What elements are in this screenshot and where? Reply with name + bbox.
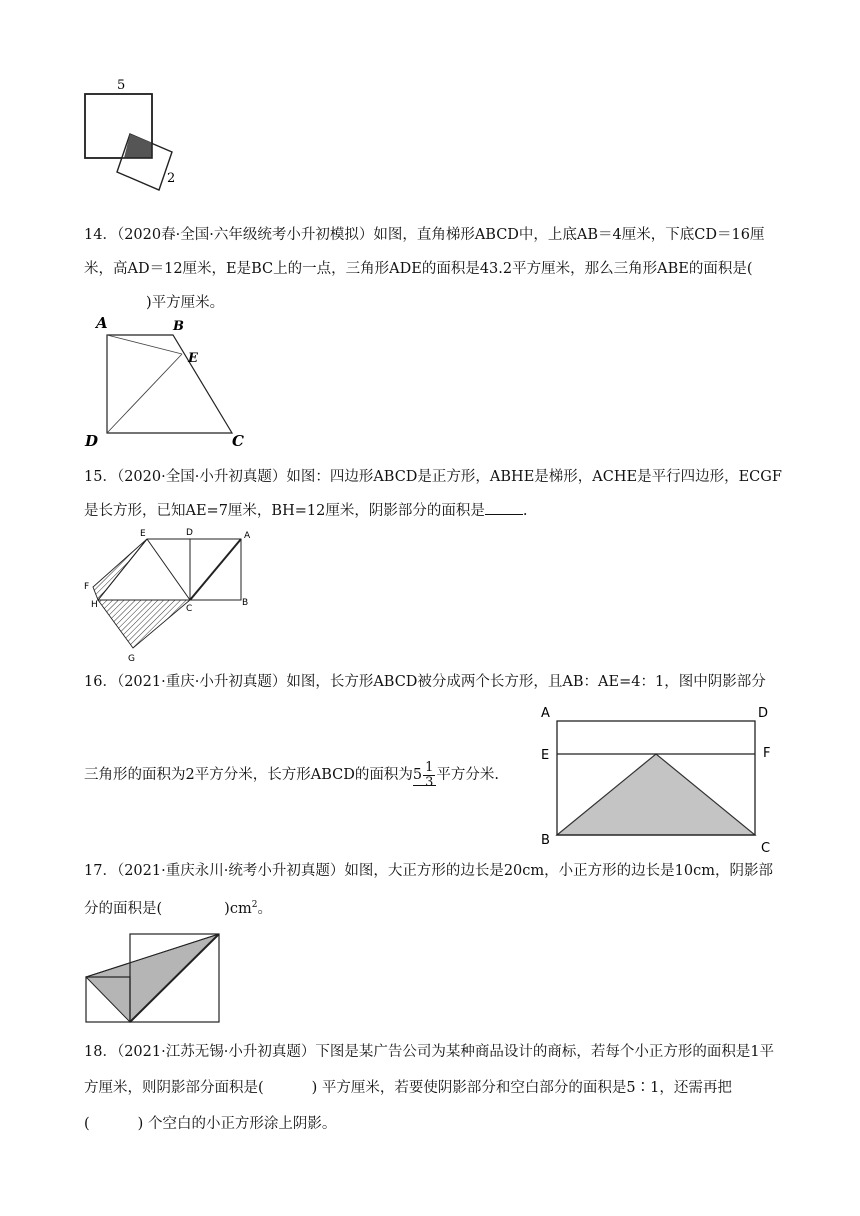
question-16-line2 xyxy=(84,758,544,792)
fig15-label-H: H xyxy=(91,600,98,610)
fig15-label-F: F xyxy=(84,582,90,592)
answer-whole: 5 xyxy=(412,767,423,783)
question-14 xyxy=(84,218,784,320)
question-17-text: 17．（2021·重庆永川·统考小升初真题）如图，大正方形的边长是20cm，小正方形的边长是10cm，阴影部分的面积是( xyxy=(84,863,773,917)
figure-15-square-trapezoid xyxy=(80,525,260,670)
question-15 xyxy=(84,460,784,528)
question-18-text: 18．（2021·江苏无锡·小升初真题）下图是某广告公司为某种商品设计的商标，若每个小正方形的面积是1平方厘米，则阴影部分面积是( xyxy=(84,1044,775,1096)
fig15-label-B: B xyxy=(242,598,249,608)
question-18-line3-post: ) 个空白的小正方形涂上阴影。 xyxy=(137,1116,337,1132)
question-17 xyxy=(84,854,784,926)
question-14-tail: )平方厘米。 xyxy=(146,295,225,311)
question-15-tail: . xyxy=(522,503,528,519)
fig14-label-B: B xyxy=(173,319,184,334)
question-18 xyxy=(84,1034,784,1142)
fig14-label-C: C xyxy=(232,432,244,450)
figure-17-squares xyxy=(80,928,230,1028)
fig14-label-A: A xyxy=(96,314,108,332)
question-16-text2: 三角形的面积为2平方分米，长方形ABCD的面积为 xyxy=(84,767,413,783)
question-17-tail: )cm xyxy=(224,900,252,917)
question-17-sup: 2 xyxy=(251,900,258,910)
figure-13-top-label: 5 xyxy=(117,78,126,93)
question-18-line3-pre: ( xyxy=(84,1116,90,1132)
figure-13-squares xyxy=(80,72,190,192)
fig16-label-C: C xyxy=(761,841,771,856)
question-17-end: 。 xyxy=(257,900,272,917)
fig16-label-A: A xyxy=(541,706,550,721)
fig16-label-D: D xyxy=(758,706,769,721)
question-14-text: 14．（2020春·全国·六年级统考小升初模拟）如图，直角梯形ABCD中，上底AB＝4厘米，下底CD＝16厘米，高AD＝12厘米，E是BC上的一点，三角形ADE的面积是43.2平方厘米，那么三角形ABE的面积是( xyxy=(84,227,765,277)
fig16-label-B: B xyxy=(541,833,550,848)
fig15-label-G: G xyxy=(128,654,135,664)
fig15-label-E: E xyxy=(140,529,146,539)
question-16-line1 xyxy=(84,665,784,699)
question-18-mid: ) 平方厘米，若要使阴影部分和空白部分的面积是5∶1，还需再把 xyxy=(311,1080,732,1096)
fig15-label-C: C xyxy=(186,604,193,614)
fig16-label-E: E xyxy=(541,748,550,763)
question-16-text3: 平方分米. xyxy=(436,767,499,783)
question-16-text: 16．（2021·重庆·小升初真题）如图，长方形ABCD被分成两个长方形，且AB：AE=4：1，图中阴影部分 xyxy=(84,674,766,690)
fig14-label-E: E xyxy=(188,351,198,366)
figure-16-rectangle xyxy=(535,698,785,858)
fig15-label-A: A xyxy=(244,531,251,541)
question-15-text: 15．（2020·全国·小升初真题）如图：四边形ABCD是正方形，ABHE是梯形，ACHE是平行四边形，ECGF是长方形，已知AE=7厘米，BH=12厘米，阴影部分的面积是 xyxy=(84,469,782,519)
fig14-label-D: D xyxy=(85,432,99,450)
fraction-denominator: 3 xyxy=(425,774,434,790)
figure-14-trapezoid xyxy=(80,308,260,453)
fig15-label-D: D xyxy=(186,528,193,538)
fig16-label-F: F xyxy=(763,746,771,761)
answer-fraction xyxy=(423,761,435,790)
figure-13-side-label: 2 xyxy=(167,171,176,186)
fraction-numerator: 1 xyxy=(425,759,434,775)
question-15-blank xyxy=(485,500,523,515)
question-16-answer xyxy=(412,759,437,790)
